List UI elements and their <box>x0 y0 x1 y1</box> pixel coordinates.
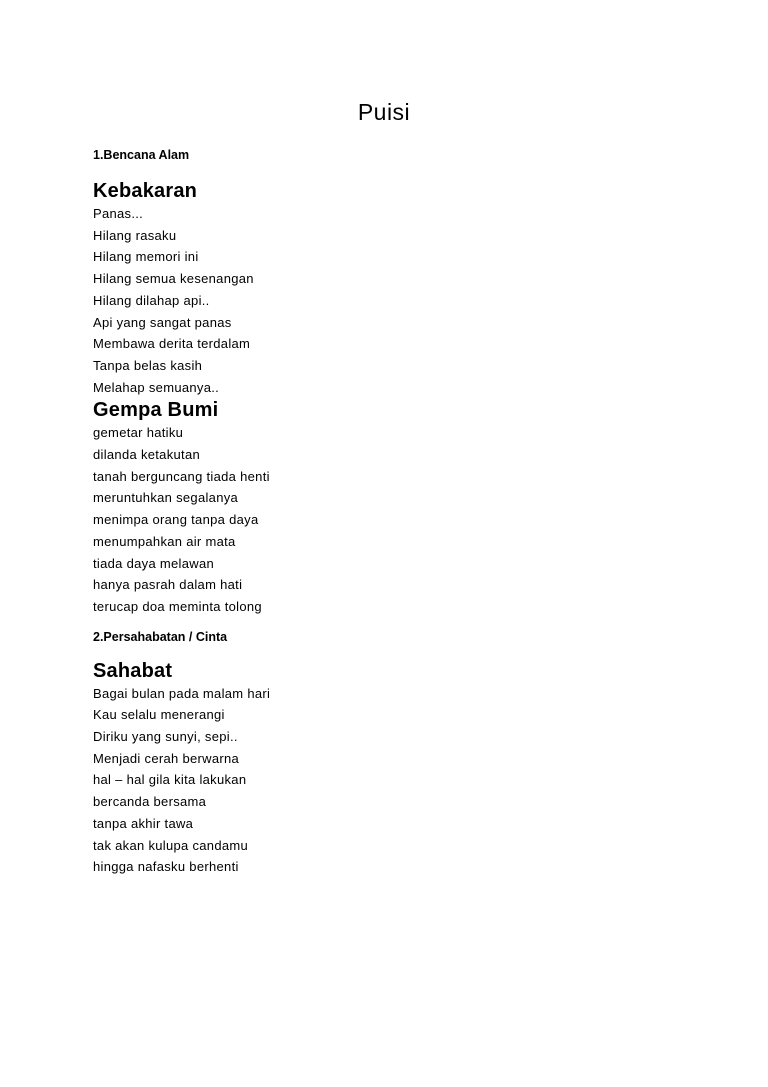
poem-line: Bagai bulan pada malam hari <box>93 685 271 701</box>
poem-line: hanya pasrah dalam hati <box>93 577 243 593</box>
poem-line: Melahap semuanya.. <box>93 379 220 395</box>
poem-line: hal – hal gila kita lakukan <box>93 772 247 788</box>
poem-line: hingga nafasku berhenti <box>93 859 239 875</box>
poem-line: Diriku yang sunyi, sepi.. <box>93 729 238 745</box>
poem-line: tak akan kulupa candamu <box>93 837 249 853</box>
section-heading: 2.Persahabatan / Cinta <box>93 629 228 644</box>
poem-line: bercanda bersama <box>93 794 207 810</box>
poem-line: Hilang dilahap api.. <box>93 292 210 308</box>
poem-kebakaran <box>93 179 693 398</box>
poem-lines <box>93 422 693 617</box>
poem-sahabat <box>93 659 693 878</box>
poem-title: Kebakaran <box>93 180 198 202</box>
poem-lines <box>93 203 693 398</box>
poem-line: dilanda ketakutan <box>93 447 201 463</box>
document-body <box>93 145 693 878</box>
poem-line: Hilang semua kesenangan <box>93 271 254 287</box>
poem-line: Tanpa belas kasih <box>93 357 203 373</box>
poem-title: Gempa Bumi <box>93 399 219 422</box>
poem-line: tanpa akhir tawa <box>93 815 194 831</box>
poem-line: Panas... <box>93 206 144 221</box>
section-persahabatan-cinta <box>93 628 693 878</box>
poem-line: menimpa orang tanpa daya <box>93 512 259 528</box>
poem-line: menumpahkan air mata <box>93 533 236 549</box>
poem-line: Kau selalu menerangi <box>93 707 225 723</box>
poem-line: meruntuhkan segalanya <box>93 490 239 506</box>
section-heading: 1.Bencana Alam <box>93 148 190 162</box>
page-title: Puisi <box>357 99 411 125</box>
poem-gempa-bumi <box>93 398 693 617</box>
poem-line: tiada daya melawan <box>93 555 215 571</box>
poem-line: Api yang sangat panas <box>93 314 232 330</box>
poem-line: Hilang rasaku <box>93 227 177 243</box>
poem-line: terucap doa meminta tolong <box>93 598 262 614</box>
poem-line: Menjadi cerah berwarna <box>93 750 240 766</box>
poem-line: tanah berguncang tiada henti <box>93 468 270 484</box>
section-bencana-alam <box>93 146 693 618</box>
poem-line: gemetar hatiku <box>93 425 184 441</box>
poem-title: Sahabat <box>93 659 173 682</box>
poem-line: Membawa derita terdalam <box>93 336 251 352</box>
poem-lines <box>93 683 693 878</box>
poem-line: Hilang memori ini <box>93 249 199 265</box>
